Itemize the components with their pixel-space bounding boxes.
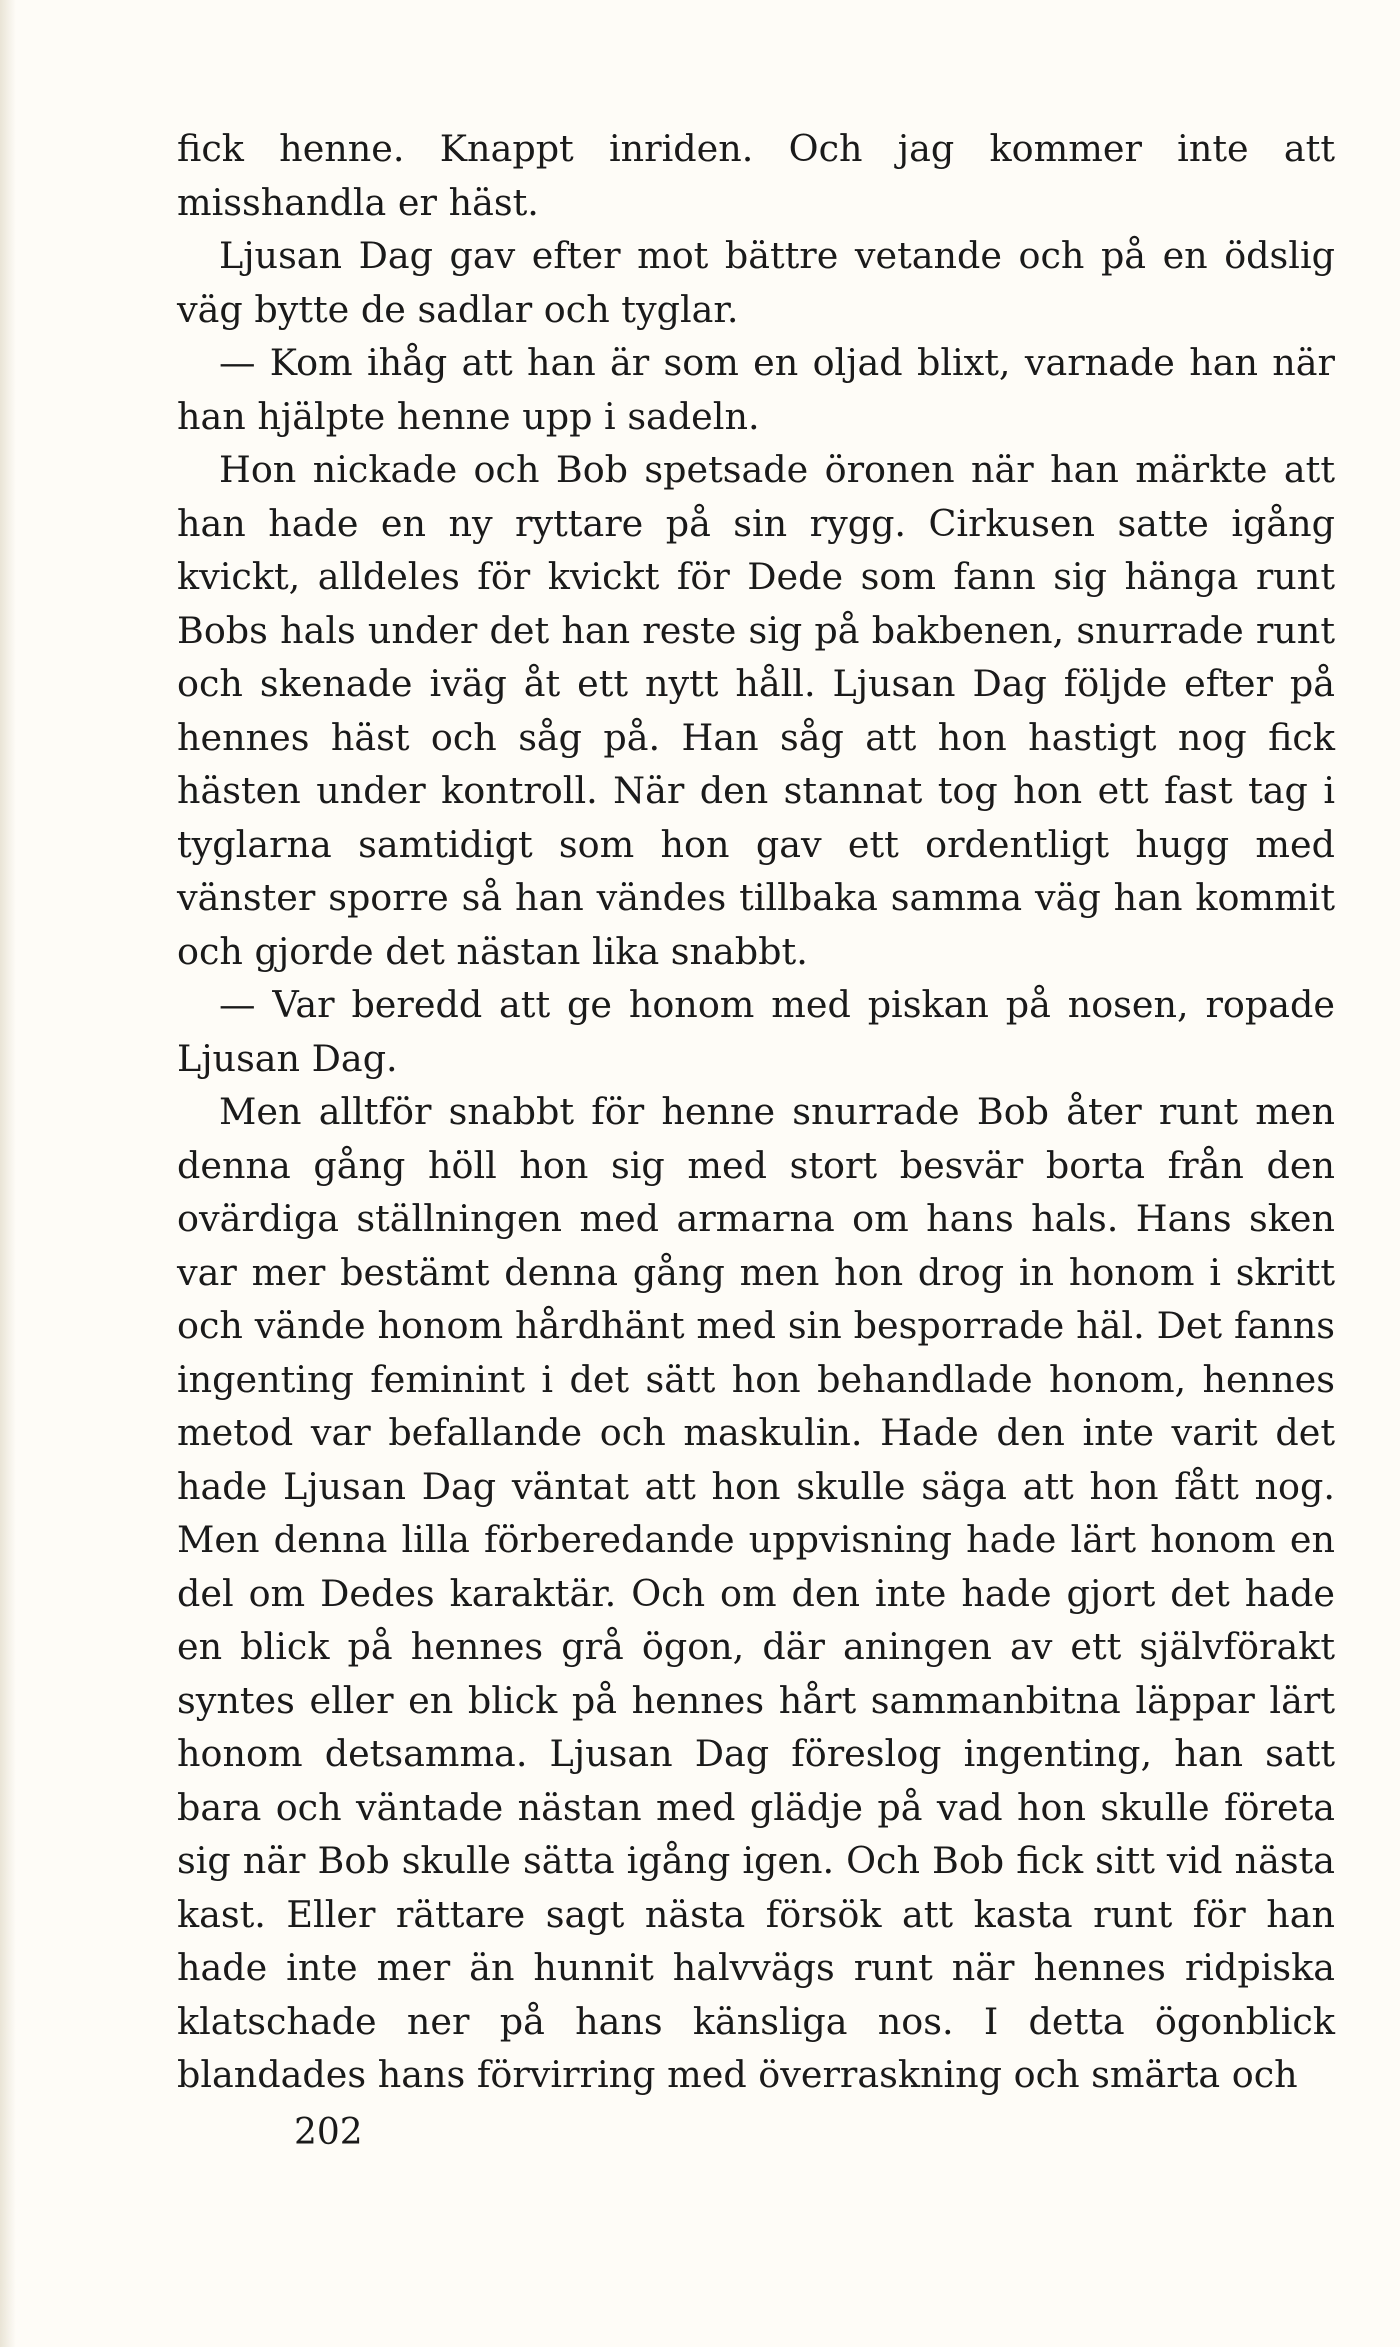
- paragraph-2: Ljusan Dag gav efter mot bättre vetande och på en ödslig väg bytte de sadlar och tyglar.: [177, 234, 1335, 331]
- page-number: 202: [294, 2112, 363, 2153]
- body-text: [177, 122, 1335, 2102]
- paragraph-3: — Kom ihåg att han är som en oljad blixt, varnade han när han hjälpte henne upp i sadeln.: [177, 341, 1335, 438]
- paragraph-1: fick henne. Knappt inriden. Och jag kommer inte att misshandla er häst.: [177, 127, 1335, 224]
- paragraph-5: — Var beredd att ge honom med piskan på nosen, ropade Ljusan Dag.: [177, 983, 1335, 1080]
- paragraph-6: Men alltför snabbt för henne snurrade Bob åter runt men denna gång höll hon sig med stort besvär borta från den ovärdiga ställningen med armarna om hans hals. Hans sken var mer bestämt denna gång men hon drog in honom i skritt och vände honom hårdhänt med sin besporrade häl. Det fanns ingenting feminint i det sätt hon behandlade honom, hennes metod var befallande och maskulin. Hade den inte varit det hade Ljusan Dag väntat att hon skulle säga att hon fått nog. Men denna lilla förberedande uppvisning hade lärt honom en del om Dedes karaktär. Och om den inte hade gjort det hade en blick på hennes grå ögon, där aningen av ett självförakt syntes eller en blick på hennes hårt sammanbitna läppar lärt honom detsamma. Ljusan Dag föreslog ingenting, han satt bara och väntade nästan med glädje på vad hon skulle företa sig när Bob skulle sätta igång igen. Och Bob fick sitt vid nästa kast. Eller rättare sagt nästa försök att kasta runt för han hade inte mer än hunnit halvvägs runt när hennes ridpiska klatschade ner på hans känsliga nos. I detta ögonblick blandades hans förvirring med överraskning och smärta och: [177, 1090, 1335, 2096]
- paragraph-4: Hon nickade och Bob spetsade öronen när han märkte att han hade en ny ryttare på sin rygg. Cirkusen satte igång kvickt, alldeles för kvickt för Dede som fann sig hänga runt Bobs hals under det han reste sig på bakbenen, snurrade runt och skenade iväg åt ett nytt håll. Ljusan Dag följde efter på hennes häst och såg på. Han såg att hon hastigt nog fick hästen under kontroll. När den stannat tog hon ett fast tag i tyglarna samtidigt som hon gav ett ordentligt hugg med vänster sporre så han vändes tillbaka samma väg han kommit och gjorde det nästan lika snabbt.: [177, 448, 1335, 973]
